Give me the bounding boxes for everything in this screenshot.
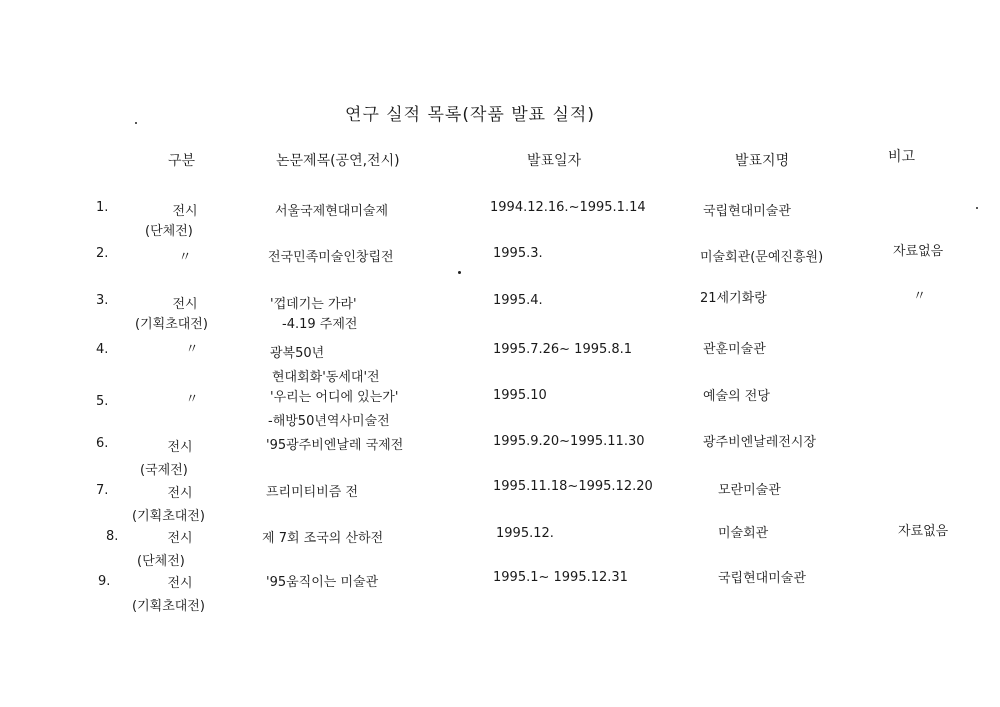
scan-speck — [458, 271, 461, 274]
row-venue: 미술회관(문예진흥원) — [700, 250, 824, 265]
page-title: 연구 실적 목록(작품 발표 실적) — [345, 105, 595, 125]
row-title: '95움직이는 미술관 — [266, 575, 379, 590]
header-date: 발표일자 — [527, 153, 582, 169]
row-venue: 모란미술관 — [718, 483, 781, 498]
header-note: 비고 — [888, 149, 916, 165]
row-title-sub: 현대회화'동세대'전 — [272, 370, 380, 385]
row-note: 자료없음 — [893, 244, 944, 259]
row-note: 자료없음 — [898, 524, 949, 539]
row-number: 1. — [96, 200, 109, 215]
row-date: 1995.9.20~1995.11.30 — [493, 434, 645, 449]
row-title-sub: -해방50년역사미술전 — [268, 414, 390, 429]
header-category: 구분 — [168, 153, 196, 169]
row-number: 5. — [96, 394, 109, 409]
row-venue: 21세기화랑 — [700, 291, 767, 306]
header-paper-title: 논문제목(공연,전시) — [276, 153, 400, 169]
header-venue: 발표지명 — [735, 153, 790, 169]
row-category: 전시 — [167, 440, 193, 455]
row-number: 8. — [106, 529, 119, 544]
table-row — [0, 479, 1000, 524]
row-category-sub: (국제전) — [140, 463, 188, 478]
row-category-sub: (단체전) — [137, 554, 185, 569]
table-row — [0, 289, 1000, 333]
row-date: 1994.12.16.~1995.1.14 — [490, 200, 646, 215]
table-row — [0, 524, 1000, 569]
table-row — [0, 433, 1000, 478]
row-category: 〃 — [178, 250, 192, 265]
row-note: 〃 — [913, 289, 927, 304]
row-venue: 국립현대미술관 — [703, 204, 791, 219]
table-row — [0, 342, 1000, 385]
row-date: 1995.3. — [493, 246, 543, 261]
row-number: 6. — [96, 436, 109, 451]
row-title: 서울국제현대미술제 — [275, 204, 389, 219]
row-category-sub: (기획초대전) — [132, 509, 205, 524]
row-category: 전시 — [167, 486, 193, 501]
row-date: 1995.1~ 1995.12.31 — [493, 570, 628, 585]
row-category: 〃 — [185, 392, 199, 407]
scan-speck — [135, 122, 137, 124]
row-number: 9. — [98, 574, 111, 589]
row-category: 전시 — [172, 204, 198, 219]
row-venue: 미술회관 — [718, 526, 769, 541]
row-category: 〃 — [185, 342, 199, 357]
row-number: 4. — [96, 342, 109, 357]
row-number: 3. — [96, 293, 109, 308]
row-venue: 관훈미술관 — [703, 342, 766, 357]
row-title: '우리는 어디에 있는가' — [270, 390, 399, 405]
row-category-sub: (기획초대전) — [132, 599, 205, 614]
row-venue: 국립현대미술관 — [718, 571, 806, 586]
row-title: 프리미티비즘 전 — [266, 485, 359, 500]
row-title: '95광주비엔날레 국제전 — [266, 438, 404, 453]
row-title: '껍데기는 가라' — [270, 297, 357, 312]
row-date: 1995.12. — [496, 526, 554, 541]
table-row — [0, 200, 1000, 240]
row-title: 광복50년 — [270, 346, 325, 361]
row-number: 7. — [96, 483, 109, 498]
scan-speck — [976, 207, 978, 209]
row-number: 2. — [96, 246, 109, 261]
row-date: 1995.10 — [493, 388, 547, 403]
row-title: 제 7회 조국의 산하전 — [262, 531, 384, 546]
row-category-sub: (기획초대전) — [135, 317, 208, 332]
row-date: 1995.4. — [493, 293, 543, 308]
row-venue: 예술의 전당 — [703, 389, 770, 404]
row-date: 1995.7.26~ 1995.8.1 — [493, 342, 633, 357]
row-date: 1995.11.18~1995.12.20 — [493, 479, 653, 494]
row-category: 전시 — [172, 297, 198, 312]
table-row — [0, 246, 1000, 286]
row-title-sub: -4.19 주제전 — [282, 317, 358, 332]
table-row — [0, 570, 1000, 614]
table-row — [0, 386, 1000, 429]
row-category: 전시 — [167, 576, 193, 591]
row-category-sub: (단체전) — [145, 224, 193, 239]
row-category: 전시 — [167, 531, 193, 546]
row-venue: 광주비엔날레전시장 — [703, 435, 817, 450]
row-title: 전국민족미술인창립전 — [268, 250, 394, 265]
